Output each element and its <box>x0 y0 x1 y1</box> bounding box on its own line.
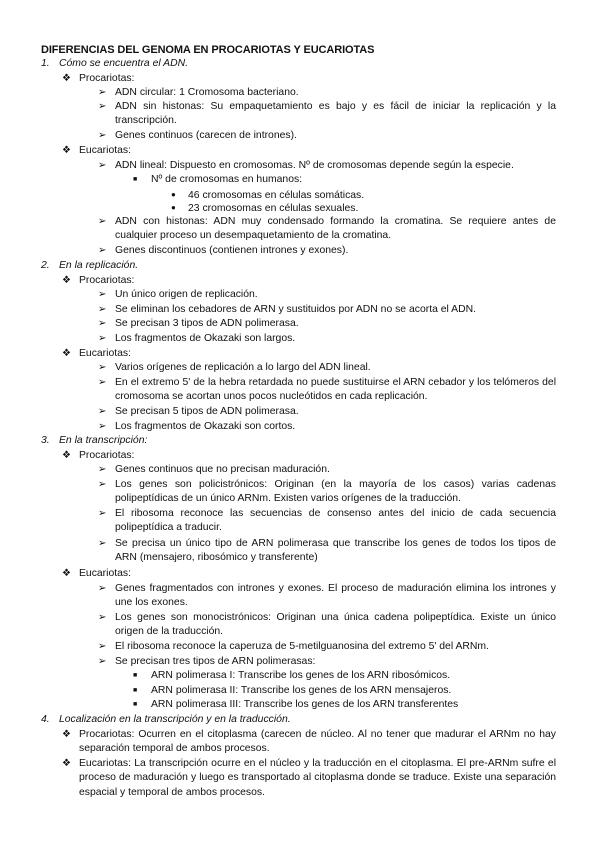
list-text: El ribosoma reconoce las secuencias de consenso antes del inicio de cada secuencia polipeptídica a traducir. <box>115 508 556 534</box>
list-item <box>98 159 556 173</box>
list-item <box>98 420 556 434</box>
arrow-bullet-icon: ➢ <box>98 377 107 388</box>
list-text: Se precisan 3 tipos de ADN polimerasa. <box>115 318 299 329</box>
list-item <box>62 274 134 288</box>
list-text: Se precisa un único tipo de ARN polimerasa que transcribe los genes de todos los tipos de ARN (mensajero, ribosómico y transferente) <box>115 538 556 564</box>
list-item <box>98 129 556 143</box>
list-text: Genes discontinuos (contienen intrones y exones). <box>115 245 349 256</box>
list-text: Se precisan tres tipos de ARN polimerasas: <box>115 656 316 667</box>
section-title: En la replicación. <box>59 260 139 271</box>
list-item <box>98 478 556 507</box>
list-item <box>98 655 556 669</box>
list-item <box>98 405 556 419</box>
list-label: Eucariotas: <box>79 568 131 579</box>
arrow-bullet-icon: ➢ <box>98 289 107 300</box>
list-item <box>133 669 450 683</box>
arrow-bullet-icon: ➢ <box>98 656 107 667</box>
list-item <box>62 567 131 581</box>
list-item <box>98 100 556 129</box>
arrow-bullet-icon: ➢ <box>98 612 107 623</box>
diamond-bullet-icon: ❖ <box>62 275 71 286</box>
section-title: Cómo se encuentra el ADN. <box>59 58 188 69</box>
list-text: ADN con histonas: ADN muy condensado formando la cromatina. Se requiere antes de cualquier proceso un desempaquetamiento de la cromatina. <box>115 216 556 242</box>
list-label: Procariotas: <box>79 73 135 84</box>
list-label: Procariotas: <box>79 275 135 286</box>
list-item <box>133 173 302 187</box>
arrow-bullet-icon: ➢ <box>98 304 107 315</box>
arrow-bullet-icon: ➢ <box>98 130 107 141</box>
list-item <box>98 463 556 477</box>
arrow-bullet-icon: ➢ <box>98 101 107 112</box>
list-text: ADN sin histonas: Su empaquetamiento es bajo y es fácil de iniciar la replicación y la transcripción. <box>115 101 556 127</box>
list-label: Procariotas: <box>79 450 135 461</box>
section-2-heading <box>41 259 138 273</box>
list-text: Un único origen de replicación. <box>115 289 258 300</box>
list-text: Los fragmentos de Okazaki son cortos. <box>115 421 296 432</box>
list-item <box>98 640 556 654</box>
list-item <box>98 582 556 611</box>
list-text: 46 cromosomas en células somáticas. <box>188 190 365 201</box>
arrow-bullet-icon: ➢ <box>98 583 107 594</box>
arrow-bullet-icon: ➢ <box>98 641 107 652</box>
list-item <box>98 507 556 536</box>
list-text: Nº de cromosomas en humanos: <box>151 174 303 185</box>
list-text: ARN polimerasa I: Transcribe los genes de los ARN ribosómicos. <box>151 670 451 681</box>
list-text: ADN circular: 1 Cromosoma bacteriano. <box>115 87 299 98</box>
section-3-heading <box>41 434 147 448</box>
dot-bullet-icon: ● <box>171 203 176 212</box>
list-item <box>98 215 556 244</box>
diamond-bullet-icon: ❖ <box>62 348 71 359</box>
arrow-bullet-icon: ➢ <box>98 216 107 227</box>
list-text: Eucariotas: La transcripción ocurre en el núcleo y la traducción en el citoplasma. El pre-ARNm sufre el proceso de maduración y luego es transportado al citoplasma donde se traduce. Existe una separación espacial y temporal de ambos procesos. <box>79 758 556 798</box>
list-item <box>133 698 458 712</box>
section-number: 3. <box>41 435 50 446</box>
list-text: Genes continuos que no precisan maduración. <box>115 464 330 475</box>
list-text: El ribosoma reconoce la caperuza de 5-metilguanosina del extremo 5' del ARNm. <box>115 641 489 652</box>
list-item <box>62 449 134 463</box>
arrow-bullet-icon: ➢ <box>98 508 107 519</box>
list-text: Se eliminan los cebadores de ARN y sustituidos por ADN no se acorta el ADN. <box>115 304 476 315</box>
arrow-bullet-icon: ➢ <box>98 538 107 549</box>
list-item <box>98 86 556 100</box>
diamond-bullet-icon: ❖ <box>62 568 71 579</box>
arrow-bullet-icon: ➢ <box>98 245 107 256</box>
list-text: ARN polimerasa III: Transcribe los genes de los ARN transferentes <box>151 699 459 710</box>
list-item <box>98 611 556 640</box>
arrow-bullet-icon: ➢ <box>98 421 107 432</box>
list-text: Genes fragmentados con intrones y exones. El proceso de maduración elimina los intrones y une los exones. <box>115 583 556 609</box>
list-item <box>62 728 556 757</box>
square-bullet-icon: ■ <box>133 176 138 183</box>
list-text: Genes continuos (carecen de intrones). <box>115 130 297 141</box>
list-item <box>62 347 131 361</box>
list-item <box>98 303 556 317</box>
arrow-bullet-icon: ➢ <box>98 464 107 475</box>
list-item <box>98 376 556 405</box>
list-text: Los genes son monocistrónicos: Originan una única cadena polipeptídica. Existe un único origen de la traducción. <box>115 612 556 638</box>
list-text: ADN lineal: Dispuesto en cromosomas. Nº de cromosomas depende según la especie. <box>115 160 514 171</box>
square-bullet-icon: ■ <box>133 701 138 708</box>
diamond-bullet-icon: ❖ <box>62 73 71 84</box>
list-item <box>98 244 556 258</box>
list-text: 23 cromosomas en células sexuales. <box>188 203 359 214</box>
diamond-bullet-icon: ❖ <box>62 729 71 740</box>
arrow-bullet-icon: ➢ <box>98 87 107 98</box>
list-text: Varios orígenes de replicación a lo largo del ADN lineal. <box>115 362 371 373</box>
section-title: Localización en la transcripción y en la traducción. <box>59 714 291 725</box>
arrow-bullet-icon: ➢ <box>98 318 107 329</box>
section-number: 1. <box>41 58 50 69</box>
dot-bullet-icon: ● <box>171 190 176 199</box>
section-4-heading <box>41 713 291 727</box>
section-number: 4. <box>41 714 50 725</box>
diamond-bullet-icon: ❖ <box>62 758 71 769</box>
list-text: En el extremo 5' de la hebra retardada no puede sustituirse el ARN cebador y los telómeros del cromosoma se acortan unos pocos nucleótidos en cada replicación. <box>115 377 556 403</box>
arrow-bullet-icon: ➢ <box>98 479 107 490</box>
list-item <box>98 317 556 331</box>
section-1-heading <box>41 57 188 71</box>
square-bullet-icon: ■ <box>133 687 138 694</box>
arrow-bullet-icon: ➢ <box>98 362 107 373</box>
list-item <box>62 144 131 158</box>
list-item <box>62 72 134 86</box>
list-item <box>62 757 556 800</box>
arrow-bullet-icon: ➢ <box>98 160 107 171</box>
list-text: Se precisan 5 tipos de ADN polimerasa. <box>115 406 299 417</box>
diamond-bullet-icon: ❖ <box>62 145 71 156</box>
list-item <box>98 332 556 346</box>
list-item <box>133 684 451 698</box>
section-title: En la transcripción: <box>59 435 148 446</box>
arrow-bullet-icon: ➢ <box>98 333 107 344</box>
section-number: 2. <box>41 260 50 271</box>
list-item <box>98 288 556 302</box>
list-text: Los fragmentos de Okazaki son largos. <box>115 333 296 344</box>
list-text: Procariotas: Ocurren en el citoplasma (carecen de núcleo. Al no tener que madurar el ARNm no hay separación temporal de ambos procesos. <box>79 729 556 755</box>
list-label: Eucariotas: <box>79 348 131 359</box>
diamond-bullet-icon: ❖ <box>62 450 71 461</box>
list-text: ARN polimerasa II: Transcribe los genes de los ARN mensajeros. <box>151 685 452 696</box>
square-bullet-icon: ■ <box>133 672 138 679</box>
list-item <box>98 537 556 566</box>
list-text: Los genes son policistrónicos: Originan (en la mayoría de los casos) varias cadenas polipeptídicas de un único ARNm. Existen varios orígenes de la traducción. <box>115 479 556 505</box>
arrow-bullet-icon: ➢ <box>98 406 107 417</box>
list-item <box>98 361 556 375</box>
list-label: Eucariotas: <box>79 145 131 156</box>
document-title: DIFERENCIAS DEL GENOMA EN PROCARIOTAS Y EUCARIOTAS <box>41 44 375 56</box>
